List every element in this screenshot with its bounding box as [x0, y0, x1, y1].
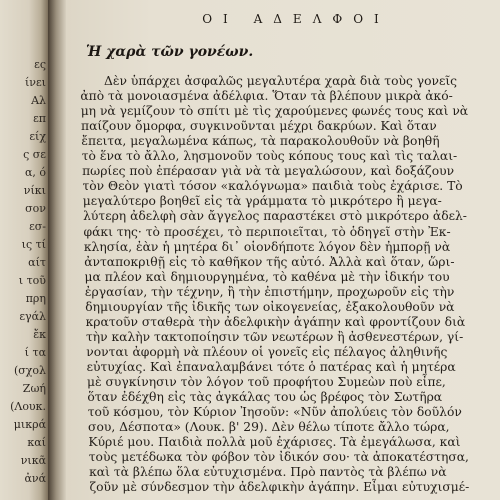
text-line: ἀνταποκριθῇ εἰς τὸ καθῆκον τῆς αὐτό. Ἀλλὰ καὶ ὅταν, ὥρι-	[84, 254, 455, 269]
text-line: τὸ ἕνα τὸ ἄλλο, λησμονοῦν τοὺς κόπους τους καὶ τὶς ταλαι-	[81, 149, 458, 164]
text-line: τοὺς μετέδωκα τὸν φόβον τὸν ἰδικόν σου· τὰ ἀποκατέστησα,	[88, 450, 469, 465]
text-line: λύτερη ἀδελφὴ σὰν ἄγγελος παραστέκει στὸ μικρότερο ἀδελ-	[83, 209, 467, 224]
left-page-fragment: είχ	[29, 130, 46, 143]
left-page-fragment: Αλ	[31, 94, 46, 107]
left-page-fragment: νικᾶ	[20, 454, 46, 467]
text-line: μη νὰ γεμίζουν τὸ σπίτι μὲ τὶς χαρούμενες φωνές τους καὶ νὰ	[80, 104, 469, 119]
left-page-fragment: ς σε	[23, 148, 46, 161]
text-line: παίζουν ὄμορφα, συγκινοῦνται μέχρι δακρύων. Καὶ ὅταν	[81, 119, 437, 134]
left-page-fragment: (σχολ	[13, 364, 46, 377]
left-page-fragment: επ	[33, 112, 46, 125]
left-page-fragment: ί τα	[24, 346, 46, 359]
left-page-fragment: ἔκ	[33, 328, 46, 341]
text-line: κλησία, ἐὰν ἡ μητέρα δι᾽ οἱονδήποτε λόγον δὲν ἠμπορῇ νὰ	[83, 239, 451, 254]
left-page-fragment: καί	[27, 436, 46, 449]
text-line: μεγαλύτερο βοηθεῖ εἰς τὰ γράμματα τὸ μικρότερο ἢ μεγα-	[82, 194, 442, 209]
text-line: δημιουργίαν τῆς ἰδικῆς των οἰκογενείας, ἐξακολουθοῦν νὰ	[85, 299, 455, 314]
text-line: ζοῦν μὲ σύνδεσμον τὴν ἀδελφικὴν ἀγάπην. Εἶμαι εὐτυχισμέ-	[89, 480, 470, 495]
book-gutter	[48, 0, 66, 500]
left-page-fragment: α, ό	[24, 166, 46, 179]
left-page-fragment: ες	[34, 58, 46, 71]
text-line: καὶ τὰ βλέπω ὅλα εὐτυχισμένα. Πρὸ παντὸς τὰ βλέπω νὰ	[89, 465, 447, 480]
left-page-fragment: εσ-	[29, 220, 46, 233]
left-page-fragment: εγάλ	[19, 310, 46, 323]
text-line: ἐργασίαν, τὴν τέχνην, ἢ τὴν ἐπιστήμην, προχωροῦν εἰς τὴν	[84, 284, 455, 299]
left-page-edge	[0, 0, 48, 500]
text-line: ἔπειτα, μεγαλωμένα κάπως, τὰ παρακολουθοῦν νὰ βοηθῆ	[81, 134, 440, 149]
text-line: σου, Δέσποτα» (Λουκ. β' 29). Δὲν θέλω τίποτε ἄλλο τώρα,	[88, 420, 450, 435]
text-line: τοῦ κόσμου, τὸν Κύριον Ἰησοῦν: «Νῦν ἀπολύεις τὸν δοῦλόν	[87, 405, 462, 420]
left-page-fragment: σον	[25, 202, 46, 215]
text-line: Κύριέ μου. Παιδιὰ πολλὰ μοῦ ἐχάρισες. Τὰ ἐμεγάλωσα, καὶ	[88, 435, 461, 450]
text-line: ὅταν ἐδέχθη εἰς τὰς ἀγκάλας του ὡς βρέφος τὸν Σωτῆρα	[87, 390, 443, 405]
section-title: Ἡ χαρὰ τῶν γονέων.	[86, 44, 254, 60]
left-page-fragment: πρη	[25, 292, 46, 305]
left-page-fragment: μικρά	[13, 418, 46, 431]
text-line: πωρίες ποὺ ἐπέρασαν γιὰ νὰ τὰ μεγαλώσουν, καὶ δοξάζουν	[82, 164, 455, 179]
text-line: Δὲν ὑπάρχει ἀσφαλῶς μεγαλυτέρα χαρὰ διὰ τοὺς γονεῖς	[104, 74, 458, 88]
left-page-fragment: ι τοῦ	[18, 274, 46, 287]
text-line: μα πλέον καὶ δημιουργημένα, τὸ καθένα μὲ τὴν ἰδικήν του	[84, 269, 450, 284]
text-line: νονται ἀφορμὴ νὰ πλέουν οἱ γονεῖς εἰς πέλαγος ἀληθινῆς	[86, 344, 448, 359]
text-line: τὴν καλὴν τακτοποίησιν τῶν νεωτέρων ἢ ἀσθενεστέρων, γί-	[85, 329, 464, 344]
left-page-fragment: αίτ	[28, 256, 46, 269]
left-page-fragment: (Λουκ.	[10, 400, 46, 413]
left-page-fragment: νίκι	[23, 184, 46, 197]
left-page-fragment: ις τί	[21, 238, 46, 251]
text-line: εὐτυχίας. Καὶ ἐπαναλαμβάνει τότε ὁ πατέρας καὶ ἡ μητέρα	[86, 359, 456, 374]
text-line: ἀπὸ τὰ μονοιασμένα ἀδέλφια. Ὅταν τὰ βλέπουν μικρὰ ἀκό-	[80, 89, 453, 104]
text-line: κρατοῦν σταθερὰ τὴν ἀδελφικὴν ἀγάπην καὶ φροντίζουν διὰ	[85, 314, 466, 329]
right-page	[66, 0, 500, 500]
running-head: ΟΙ ΑΔΕΛΦΟΙ	[202, 12, 390, 26]
text-line: μὲ συγκίνησιν τὸν λόγον τοῦ προφήτου Συμεὼν ποὺ εἶπε,	[87, 375, 446, 389]
text-line: φάκι της· τὸ προσέχει, τὸ περιποιεῖται, τὸ ὁδηγεῖ στὴν Ἐκ-	[83, 224, 451, 239]
left-page-fragment: Ζωή	[22, 382, 46, 395]
text-line: τὸν Θεὸν γιατὶ τόσον «καλόγνωμα» παιδιὰ τοὺς ἐχάρισε. Τὸ	[82, 179, 463, 194]
left-page-fragment: ίνει	[24, 76, 46, 89]
left-page-fragment: ἀνά	[24, 472, 46, 485]
